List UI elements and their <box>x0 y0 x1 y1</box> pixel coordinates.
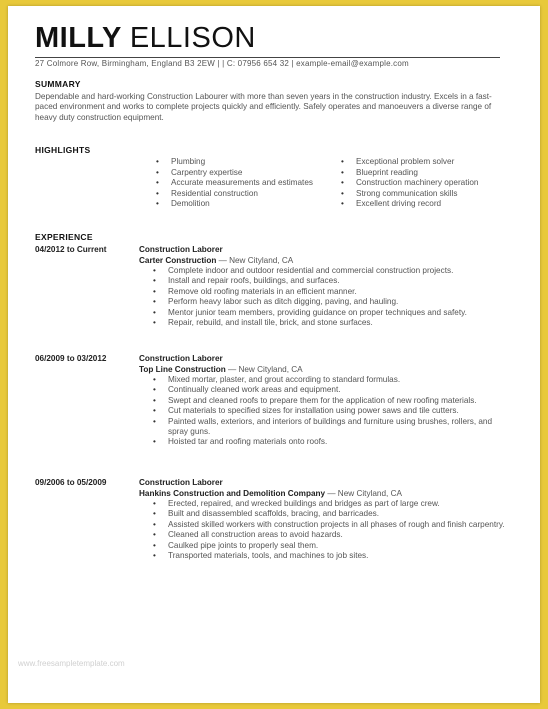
job-duties <box>139 375 511 448</box>
header-divider <box>35 57 500 58</box>
duty-item: • Cleaned all construction areas to avoid hazards. <box>153 530 511 540</box>
experience-heading: EXPERIENCE <box>35 232 93 242</box>
contact-line: 27 Colmore Row, Birmingham, England B3 2EW | | C: 07956 654 32 | example-email@example.com <box>35 59 409 68</box>
duty-item: • Transported materials, tools, and machines to job sites. <box>153 551 511 561</box>
duty-item: • Mixed mortar, plaster, and grout according to standard formulas. <box>153 375 511 385</box>
duty-item: • Remove old roofing materials in an efficient manner. <box>153 287 511 297</box>
first-name: MILLY <box>35 22 122 54</box>
highlights-left-list <box>156 157 316 210</box>
job-details <box>139 354 511 448</box>
highlights-heading: HIGHLIGHTS <box>35 145 91 155</box>
job-title: Construction Laborer <box>139 354 223 363</box>
duty-item: • Complete indoor and outdoor residential and commercial construction projects. <box>153 266 511 276</box>
duty-item: • Mentor junior team members, providing guidance on proper techniques and safety. <box>153 308 511 318</box>
job-details <box>139 478 511 561</box>
company-line <box>139 256 511 267</box>
duty-item: • Continually cleaned work areas and equipment. <box>153 385 511 395</box>
summary-text: Dependable and hard-working Construction Labourer with more than seven years in the construction industry. Excels in a fast-paced environment and works to complete projects quickly and efficiently. Safely operates and manoeuvers a diverse range of heavy duty construction equipment. <box>35 92 492 122</box>
highlight-item: • Carpentry expertise <box>156 168 316 179</box>
job-dates: 04/2012 to Current <box>35 245 107 254</box>
duty-item: • Swept and cleaned roofs to prepare them for the application of new roofing materials. <box>153 396 511 406</box>
highlight-item: • Blueprint reading <box>341 168 501 179</box>
company-line <box>139 489 511 500</box>
job-dates: 06/2009 to 03/2012 <box>35 354 107 363</box>
duty-item: • Erected, repaired, and wrecked buildings and bridges as part of large crew. <box>153 499 511 509</box>
duty-item: • Perform heavy labor such as ditch digging, paving, and hauling. <box>153 297 511 307</box>
highlight-item: • Strong communication skills <box>341 189 501 200</box>
duty-item: • Built and disassembled scaffolds, bracing, and barricades. <box>153 509 511 519</box>
job-duties <box>139 266 511 328</box>
company-name: Top Line Construction <box>139 364 226 374</box>
candidate-name <box>35 24 256 53</box>
highlight-item: • Accurate measurements and estimates <box>156 178 316 189</box>
company-name: Hankins Construction and Demolition Company <box>139 488 326 498</box>
highlight-item: • Plumbing <box>156 157 316 168</box>
last-name: ELLISON <box>129 22 256 54</box>
job-duties <box>139 499 511 561</box>
watermark: www.freesampletemplate.com <box>18 659 125 668</box>
duty-item: • Install and repair roofs, buildings, and surfaces. <box>153 276 511 286</box>
duty-item: • Painted walls, exteriors, and interiors of buildings and furniture using brushes, rollers, and spray guns. <box>153 417 511 438</box>
duty-item: • Caulked pipe joints to properly seal them. <box>153 541 511 551</box>
highlight-item: • Residential construction <box>156 189 316 200</box>
company-line <box>139 365 511 376</box>
highlight-item: • Excellent driving record <box>341 199 501 210</box>
job-location: — New Cityland, CA <box>325 488 402 498</box>
summary-heading: SUMMARY <box>35 79 81 89</box>
job-dates: 09/2006 to 05/2009 <box>35 478 107 487</box>
job-details <box>139 245 511 328</box>
company-name: Carter Construction <box>139 255 217 265</box>
duty-item: • Hoisted tar and roofing materials onto roofs. <box>153 437 511 447</box>
job-location: — New Cityland, CA <box>216 255 294 265</box>
duty-item: • Repair, rebuild, and install tile, brick, and stone surfaces. <box>153 318 511 328</box>
duty-item: • Assisted skilled workers with construction projects in all phases of rough and finish carpentry. <box>153 520 511 530</box>
highlight-item: • Demolition <box>156 199 316 210</box>
resume-page <box>8 6 540 703</box>
job-title: Construction Laborer <box>139 478 223 487</box>
job-location: — New Cityland, CA <box>225 364 303 374</box>
job-title: Construction Laborer <box>139 245 223 254</box>
highlight-item: • Construction machinery operation <box>341 178 501 189</box>
duty-item: • Cut materials to specified sizes for installation using power saws and tile cutters. <box>153 406 511 416</box>
highlights-right-list <box>341 157 501 210</box>
highlight-item: • Exceptional problem solver <box>341 157 501 168</box>
